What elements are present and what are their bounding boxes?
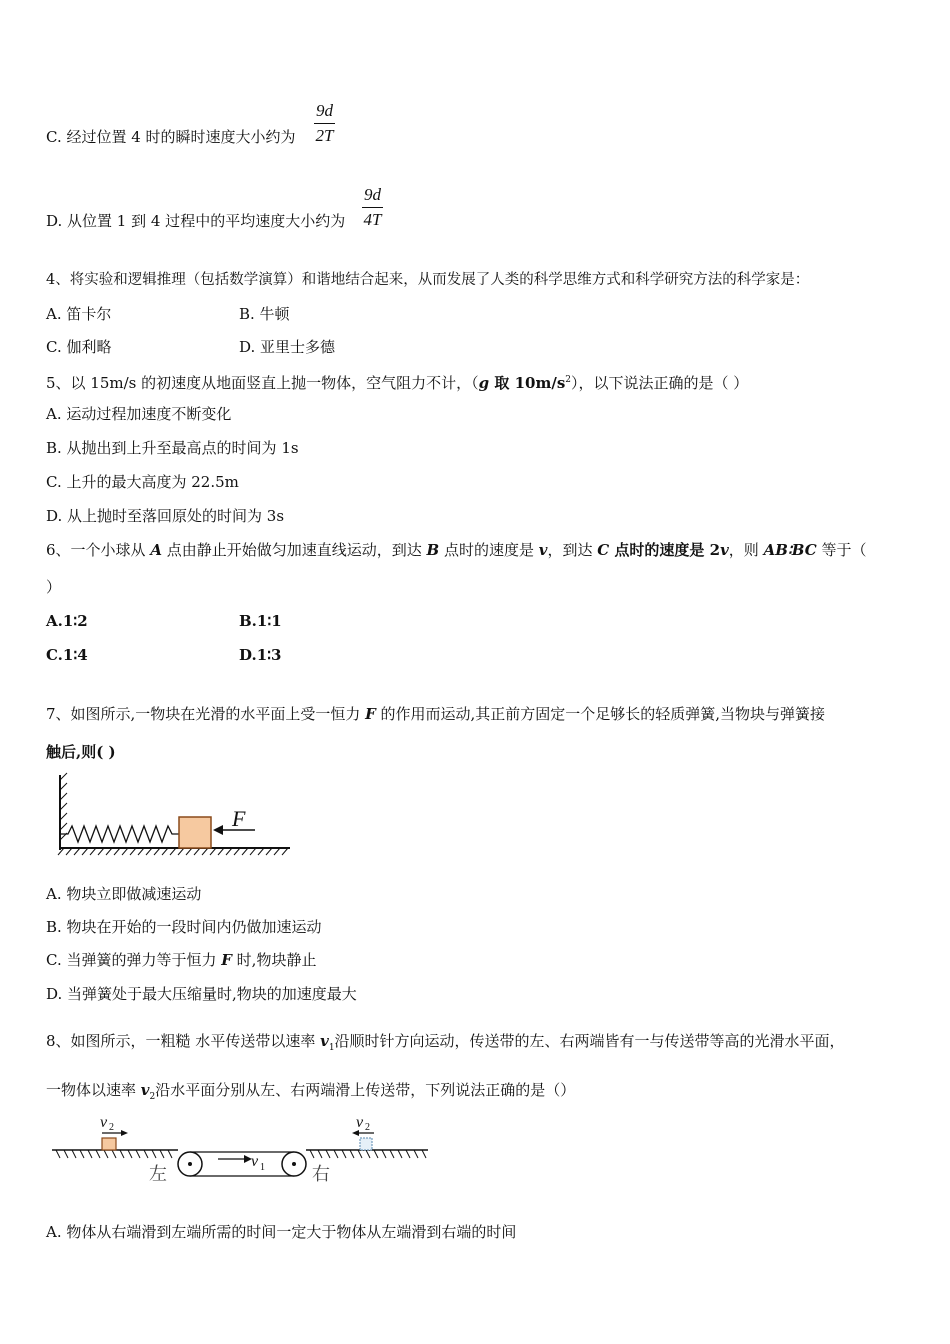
q5-stem-part: 5、以 15m/s 的初速度从地面竖直上抛一物体，空气阻力不计，（ bbox=[46, 374, 479, 392]
fraction-bar bbox=[314, 123, 335, 124]
q4-option-c: C. 伽利略 bbox=[46, 338, 112, 356]
q8-v2-symbol: v bbox=[140, 1081, 150, 1099]
fraction-denominator: 4T bbox=[363, 210, 382, 229]
q7-figure-force-label: F bbox=[232, 806, 246, 831]
q6-point-c: C bbox=[597, 541, 610, 559]
q7-option-c-part: C. 当弹簧的弹力等于恒力 bbox=[46, 951, 222, 969]
q7-option-c-part: 时,物块静止 bbox=[231, 951, 317, 969]
q6-point-a: A bbox=[150, 541, 162, 559]
q5-stem-part: 取 10m/s bbox=[489, 374, 566, 392]
q6-stem-close: ） bbox=[46, 578, 62, 596]
q8-figure-left-label: 左 bbox=[149, 1164, 167, 1184]
fraction-bar bbox=[362, 207, 383, 208]
q8-v1-subscript: 1 bbox=[328, 1043, 335, 1053]
q5-g-symbol: g bbox=[478, 374, 490, 392]
q6-stem-part: ，则 bbox=[728, 541, 764, 559]
q6-ratio: AB∶BC bbox=[763, 541, 817, 559]
q6-option-a: A.1∶2 bbox=[46, 612, 88, 630]
q7-spring-block-figure bbox=[52, 770, 297, 860]
q4-option-a: A. 笛卡尔 bbox=[46, 305, 112, 323]
q6-point-b: B bbox=[426, 541, 440, 559]
q8-option-a: A. 物体从右端滑到左端所需的时间一定大于物体从左端滑到右端的时间 bbox=[46, 1223, 517, 1241]
q8-conveyor-belt-figure bbox=[48, 1108, 433, 1188]
q8-v2-subscript: 2 bbox=[149, 1092, 156, 1102]
q8-stem-part: 8、如图所示，一粗糙 水平传送带以速率 bbox=[46, 1032, 321, 1050]
q8-figure-v2-left-subscript: 2 bbox=[109, 1122, 114, 1133]
q5-option-c: C. 上升的最大高度为 22.5m bbox=[46, 473, 239, 491]
q4-stem: 4、将实验和逻辑推理（包括数学演算）和谐地结合起来，从而发展了人类的科学思维方式和科学研究方法的科学家是： bbox=[46, 272, 810, 288]
q6-stem bbox=[46, 540, 866, 560]
q6-stem-part: 等于（ bbox=[816, 541, 867, 559]
q5-option-b: B. 从抛出到上升至最高点的时间为 1s bbox=[46, 439, 299, 457]
q5-superscript: 2 bbox=[565, 375, 572, 385]
q6-option-d: D.1∶3 bbox=[239, 646, 282, 664]
q5-stem-part: ），以下说法正确的是（ ） bbox=[571, 374, 749, 392]
q5-option-a: A. 运动过程加速度不断变化 bbox=[46, 405, 232, 423]
q8-stem-continued bbox=[46, 1080, 575, 1107]
q7-stem-part: 7、如图所示,一物块在光滑的水平面上受一恒力 bbox=[46, 705, 366, 723]
q4-option-d: D. 亚里士多德 bbox=[239, 338, 336, 356]
q7-option-b: B. 物块在开始的一段时间内仍做加速运动 bbox=[46, 918, 322, 936]
q8-figure-v1-subscript: 1 bbox=[260, 1162, 265, 1173]
q8-stem-part: 一物体以速率 bbox=[46, 1081, 141, 1099]
q3-option-c-text: C. 经过位置 4 时的瞬时速度大小约为 bbox=[46, 128, 296, 146]
fraction-numerator: 9d bbox=[316, 101, 333, 120]
q8-figure-v2-right-subscript: 2 bbox=[365, 1122, 370, 1133]
q7-force-symbol: F bbox=[365, 705, 376, 723]
q8-figure-right-label: 右 bbox=[312, 1164, 330, 1184]
q6-stem-part: 6、一个小球从 bbox=[46, 541, 151, 559]
q8-stem-part: 沿水平面分别从左、右两端滑上传送带，下列说法正确的是（） bbox=[155, 1081, 576, 1099]
q6-option-c: C.1∶4 bbox=[46, 646, 88, 664]
q7-stem bbox=[46, 704, 825, 724]
q7-force-symbol: F bbox=[221, 951, 232, 969]
q8-figure-v2-right-label: v bbox=[356, 1114, 364, 1131]
q8-v1-symbol: v bbox=[320, 1032, 329, 1050]
q3-option-d-text: D. 从位置 1 到 4 过程中的平均速度大小约为 bbox=[46, 212, 346, 230]
q8-figure-v2-left-label: v bbox=[100, 1114, 108, 1131]
q8-stem bbox=[46, 1031, 845, 1058]
q5-option-d: D. 从上抛时至落回原处的时间为 3s bbox=[46, 507, 285, 525]
q6-option-b: B.1∶1 bbox=[239, 612, 282, 630]
q3-option-c bbox=[46, 127, 296, 147]
q7-option-d: D. 当弹簧处于最大压缩量时,物块的加速度最大 bbox=[46, 985, 357, 1003]
fraction-numerator: 9d bbox=[364, 185, 381, 204]
q3-option-d-fraction bbox=[362, 185, 383, 230]
q7-option-a: A. 物块立即做减速运动 bbox=[46, 885, 202, 903]
q5-stem bbox=[46, 370, 748, 393]
q3-option-d bbox=[46, 211, 345, 231]
fraction-denominator: 2T bbox=[315, 126, 334, 145]
q6-velocity: v bbox=[538, 541, 548, 559]
q6-stem-part: 点时的速度是 2 bbox=[609, 541, 721, 559]
q8-stem-part: 沿顺时针方向运动，传送带的左、右两端皆有一与传送带等高的光滑水平面， bbox=[334, 1032, 845, 1050]
q7-option-c bbox=[46, 950, 316, 970]
q3-option-c-fraction bbox=[314, 101, 335, 146]
q6-stem-part: 点由静止开始做匀加速直线运动，到达 bbox=[161, 541, 427, 559]
q6-stem-part: 点时的速度是 bbox=[439, 541, 539, 559]
q6-stem-part: ，到达 bbox=[547, 541, 598, 559]
q7-stem-part: 的作用而运动,其正前方固定一个足够长的轻质弹簧,当物块与弹簧接 bbox=[375, 705, 826, 723]
q7-stem-continued: 触后,则( ) bbox=[46, 743, 116, 761]
q4-option-b: B. 牛顿 bbox=[239, 305, 290, 323]
q8-figure-v1-label: v bbox=[251, 1153, 259, 1170]
q6-velocity: v bbox=[720, 541, 729, 559]
